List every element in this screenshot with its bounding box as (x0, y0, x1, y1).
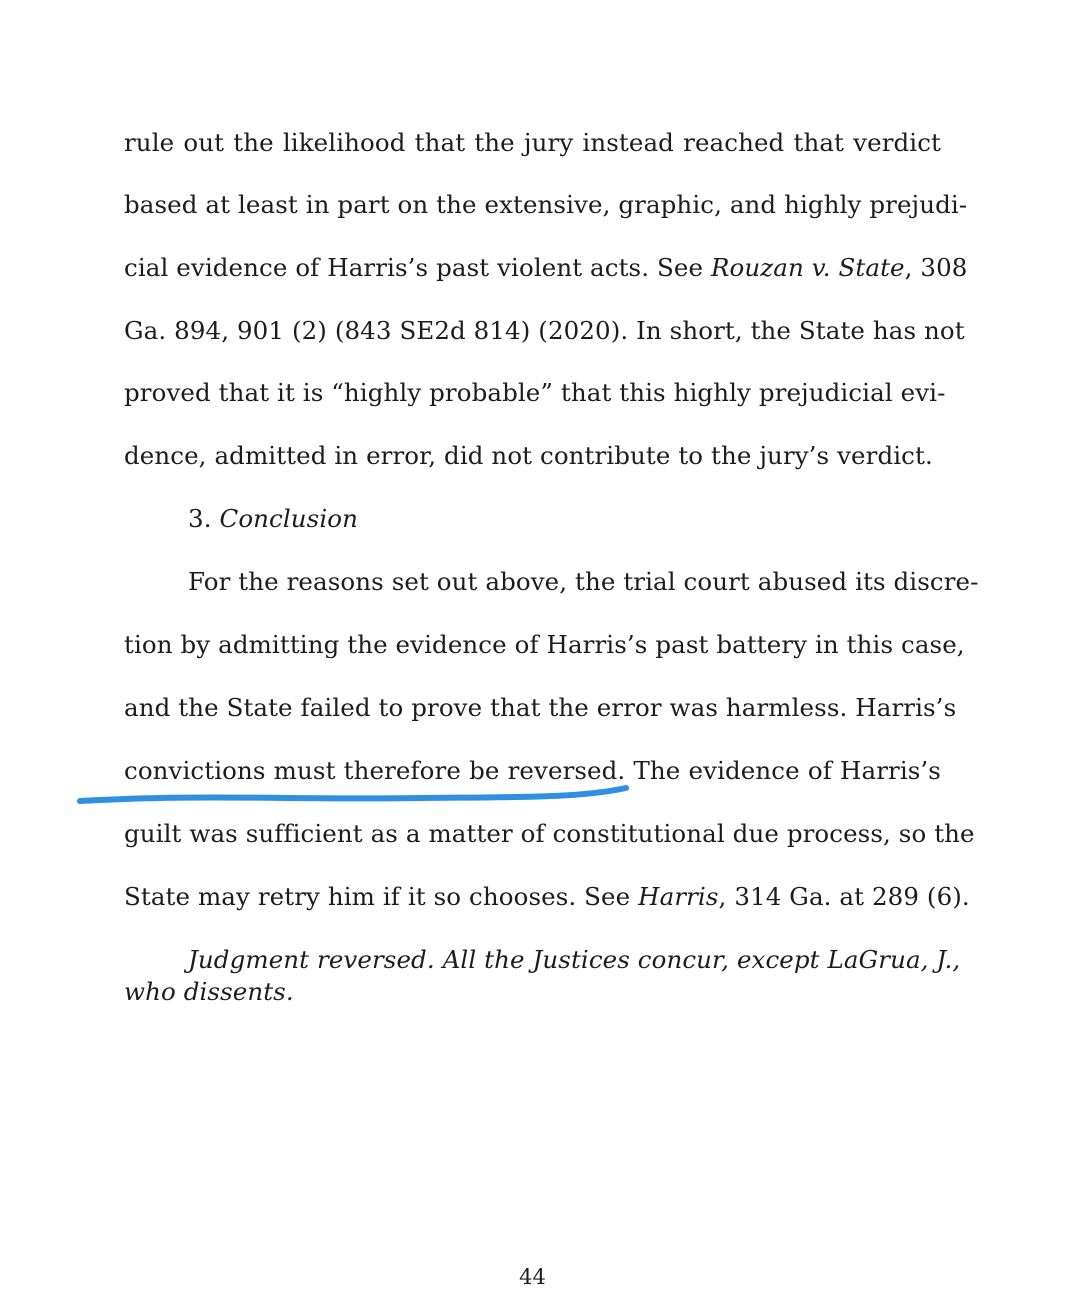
section-heading (188, 503, 941, 535)
section-number: 3. (188, 504, 212, 533)
body-line: tion by admitting the evidence of Harris’s past battery in this case, (124, 630, 965, 659)
case-citation: Rouzan v. State (710, 253, 905, 282)
judgment-line: who dissents. (124, 977, 294, 1006)
body-text: cial evidence of Harris’s past violent acts. See (124, 253, 704, 282)
body-text: State may retry him if it so chooses. See (124, 882, 631, 911)
section-title: Conclusion (219, 504, 359, 533)
body-line: and the State failed to prove that the error was harmless. Harris’s (124, 693, 957, 722)
page-number: 44 (519, 1265, 546, 1289)
body-text: , 308 (904, 253, 968, 282)
body-line: dence, admitted in error, did not contribute to the jury’s verdict. (124, 441, 933, 470)
body-line: guilt was sufficient as a matter of constitutional due process, so the (124, 819, 975, 848)
body-line: Ga. 894, 901 (2) (843 SE2d 814) (2020). In short, the State has not (124, 316, 965, 345)
body-line (124, 252, 968, 284)
judgment-line: Judgment reversed. All the Justices concur, except LaGrua, J., (188, 945, 961, 974)
body-line: proved that it is “highly probable” that this highly prejudicial evi- (124, 378, 946, 407)
body-line (124, 881, 970, 913)
case-citation: Harris (638, 882, 719, 911)
body-line: based at least in part on the extensive, graphic, and highly prejudi- (124, 190, 968, 219)
underline-stroke (80, 788, 626, 801)
body-line: For the reasons set out above, the trial court abused its discre- (188, 567, 979, 596)
body-text: , 314 Ga. at 289 (6). (718, 882, 970, 911)
body-line: rule out the likelihood that the jury instead reached that verdict (124, 128, 941, 157)
body-line-underlined: convictions must therefore be reversed. The evidence of Harris’s (124, 756, 941, 785)
